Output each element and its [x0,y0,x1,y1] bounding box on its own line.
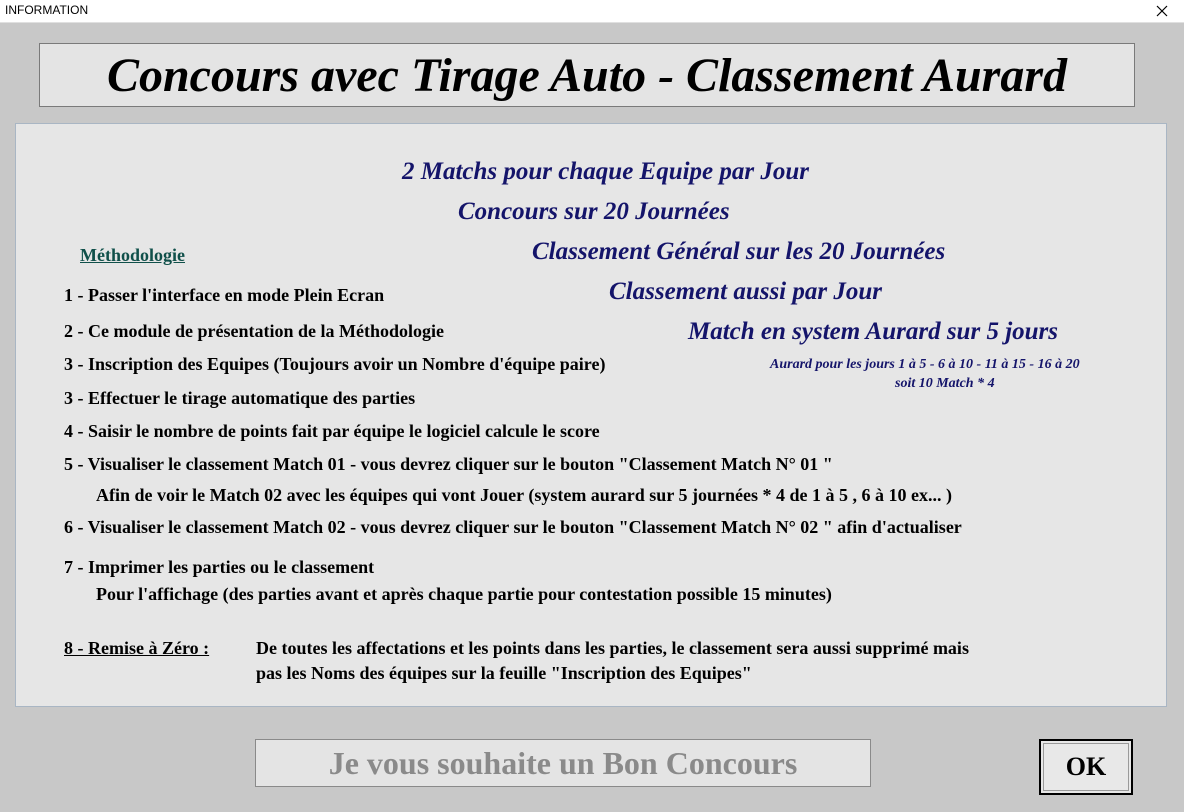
highlight-daily-ranking: Classement aussi par Jour [609,278,882,305]
methodology-panel [15,123,1167,707]
window-titlebar [0,0,1184,23]
good-luck-message: Je vous souhaite un Bon Concours [328,744,798,781]
step-8-label: 8 - Remise à Zéro : [64,638,210,658]
good-luck-banner [255,739,871,787]
methodology-heading: Méthodologie [80,245,185,265]
step-8-text-1: De toutes les affectations et les points dans les parties, le classement sera aussi supprimé mais [256,638,969,658]
step-5-detail: Afin de voir le Match 02 avec les équipes qui vont Jouer (system aurard sur 5 journées * 4 de 1 à 5 , 6 à 10 ex... ) [96,485,952,505]
ok-button-label: OK [1065,752,1107,781]
highlight-matches-per-day: 2 Matchs pour chaque Equipe par Jour [402,158,810,185]
ok-button[interactable] [1039,739,1133,795]
step-5: 5 - Visualiser le classement Match 01 - vous devrez cliquer sur le bouton "Classement Match N° 01 " [64,454,833,474]
page-title: Concours avec Tirage Auto - Classement Aurard [106,48,1068,102]
step-8-label-wrap [64,638,209,659]
aurard-match-note: soit 10 Match * 4 [895,376,995,391]
step-4: 4 - Saisir le nombre de points fait par équipe le logiciel calcule le score [64,421,600,441]
step-1: 1 - Passer l'interface en mode Plein Ecran [64,285,385,305]
highlight-contest-days: Concours sur 20 Journées [458,198,730,225]
step-2: 2 - Ce module de présentation de la Méthodologie [64,321,444,341]
highlight-aurard-system: Match en system Aurard sur 5 jours [688,318,1058,345]
step-7: 7 - Imprimer les parties ou le classement [64,557,375,577]
aurard-days-note: Aurard pour les jours 1 à 5 - 6 à 10 - 11 à 15 - 16 à 20 [770,357,1080,372]
close-icon [1156,5,1168,17]
step-8-text-2: pas les Noms des équipes sur la feuille "Inscription des Equipes" [256,663,752,683]
step-6: 6 - Visualiser le classement Match 02 - vous devrez cliquer sur le bouton "Classement Match N° 02 " afin d'actualiser [64,517,962,537]
step-3b: 3 - Effectuer le tirage automatique des parties [64,388,416,408]
highlight-general-ranking: Classement Général sur les 20 Journées [532,238,946,265]
step-7-detail: Pour l'affichage (des parties avant et après chaque partie pour contestation possible 15 minutes) [96,584,832,604]
title-banner [39,43,1135,107]
window-title: INFORMATION [5,3,89,17]
step-3: 3 - Inscription des Equipes (Toujours avoir un Nombre d'équipe paire) [64,354,606,374]
close-button[interactable] [1140,0,1184,22]
